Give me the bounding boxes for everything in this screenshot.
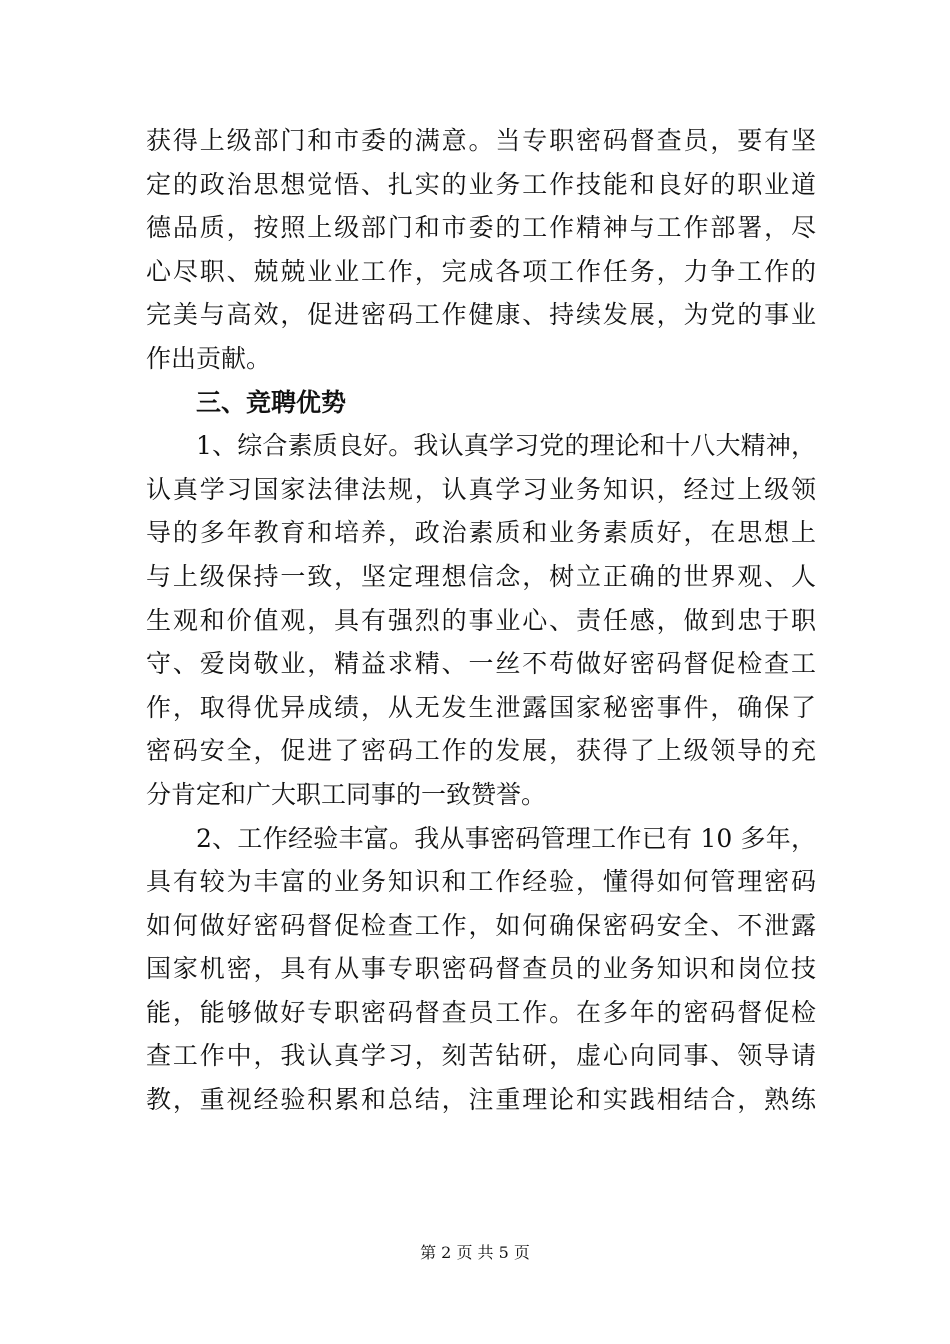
body-line-3: 德品质，按照上级部门和市委的工作精神与工作部署，尽	[146, 213, 816, 243]
body-line-10: 导的多年教育和培养，政治素质和业务素质好，在思想上	[146, 518, 816, 548]
body-line-14: 作，取得优异成绩，从无发生泄露国家秘密事件，确保了	[146, 692, 816, 722]
body-line-5: 完美与高效，促进密码工作健康、持续发展，为党的事业	[146, 300, 816, 330]
body-line-11: 与上级保持一致，坚定理想信念，树立正确的世界观、人	[146, 561, 816, 591]
body-line-13: 守、爱岗敬业，精益求精、一丝不苟做好密码督促检查工	[146, 649, 816, 679]
page-number-footer: 第 2 页 共 5 页	[420, 1243, 530, 1262]
body-line-20: 国家机密，具有从事专职密码督查员的业务知识和岗位技	[146, 954, 816, 984]
body-line-1: 获得上级部门和市委的满意。当专职密码督查员，要有坚	[146, 126, 816, 155]
body-line-4: 心尽职、兢兢业业工作，完成各项工作任务，力争工作的	[146, 256, 816, 286]
body-line-17: 2、工作经验丰富。我从事密码管理工作已有 10 多年，	[196, 823, 816, 853]
body-line-15: 密码安全，促进了密码工作的发展，获得了上级领导的充	[146, 736, 816, 766]
body-line-21: 能，能够做好专职密码督查员工作。在多年的密码督促检	[146, 997, 816, 1027]
body-line-9: 认真学习国家法律法规，认真学习业务知识，经过上级领	[146, 474, 816, 504]
body-line-12: 生观和价值观，具有强烈的事业心、责任感，做到忠于职	[146, 605, 816, 635]
body-line-23: 教，重视经验积累和总结，注重理论和实践相结合，熟练	[146, 1085, 816, 1115]
body-line-22: 查工作中，我认真学习，刻苦钻研，虚心向同事、领导请	[146, 1041, 816, 1071]
body-line-19: 如何做好密码督促检查工作，如何确保密码安全、不泄露	[146, 910, 816, 940]
body-line-6: 作出贡献。	[146, 343, 272, 373]
body-line-18: 具有较为丰富的业务知识和工作经验，懂得如何管理密码	[146, 867, 816, 897]
body-line-2: 定的政治思想觉悟、扎实的业务工作技能和良好的职业道	[146, 169, 816, 199]
body-line-8: 1、综合素质良好。我认真学习党的理论和十八大精神，	[196, 431, 816, 461]
body-line-16: 分肯定和广大职工同事的一致赞誉。	[146, 779, 547, 809]
section-heading: 三、竞聘优势	[196, 387, 347, 417]
document-body	[146, 119, 816, 1122]
